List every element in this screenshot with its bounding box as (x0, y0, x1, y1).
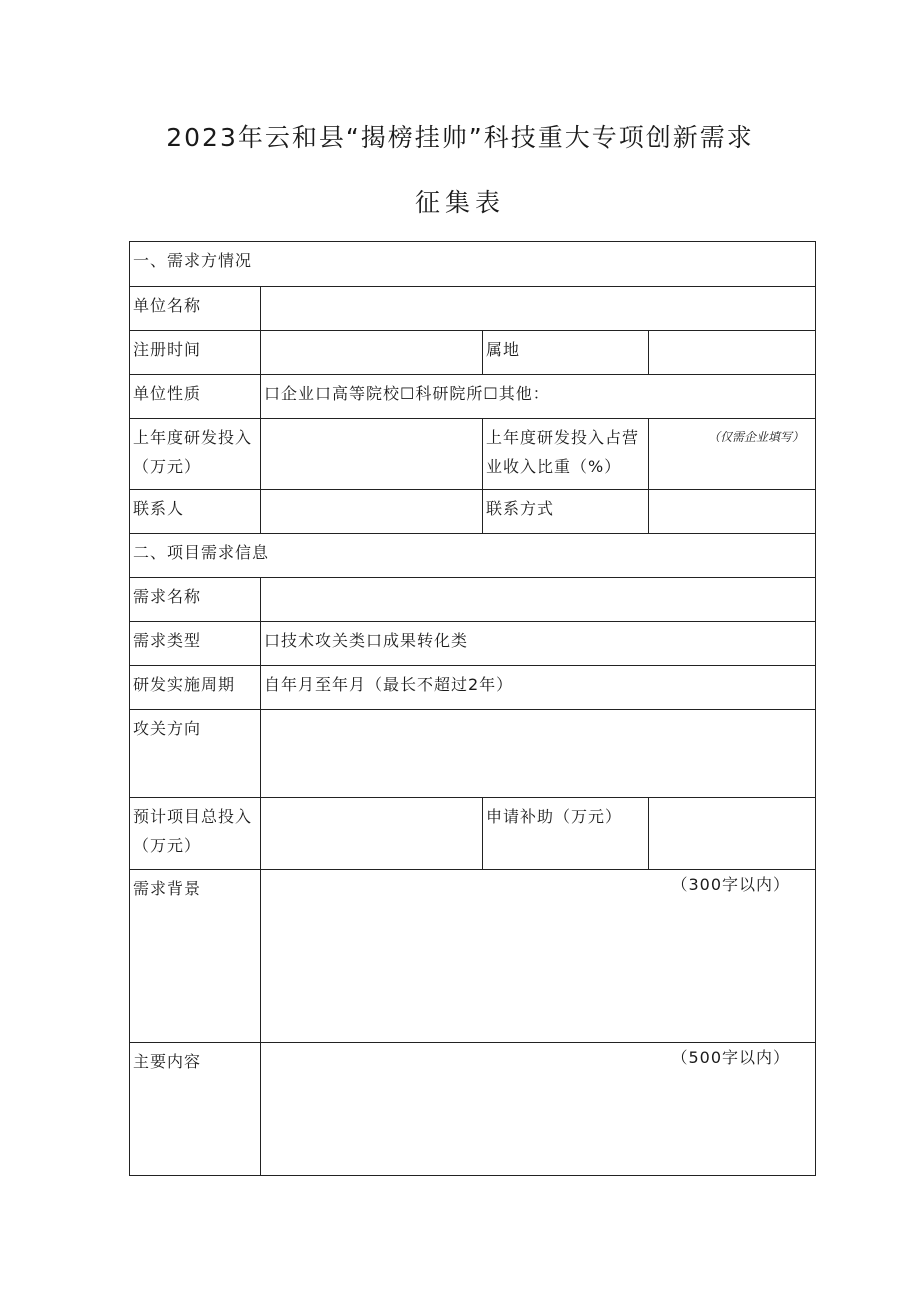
content-word-limit: （500字以内） (671, 1048, 791, 1067)
unit-name-field[interactable] (261, 287, 816, 331)
unit-nature-options[interactable]: 口企业口高等院校☐科研院所☐其他： (261, 375, 816, 419)
unit-nature-label: 单位性质 (130, 375, 261, 419)
contact-method-label: 联系方式 (483, 490, 649, 534)
demand-name-label: 需求名称 (130, 578, 261, 622)
demand-collection-form (129, 241, 816, 1176)
subsidy-label: 申请补助（万元） (483, 798, 649, 870)
demand-type-label: 需求类型 (130, 622, 261, 666)
form-title-line-2: 征集表 (414, 188, 505, 217)
content-label: 主要内容 (130, 1043, 261, 1176)
period-field[interactable]: 自年月至年月（最长不超过2年） (261, 666, 816, 710)
total-invest-field[interactable] (261, 798, 483, 870)
section-2-heading: 二、项目需求信息 (130, 534, 816, 578)
section-1-heading: 一、需求方情况 (130, 242, 816, 287)
subsidy-field[interactable] (649, 798, 816, 870)
rd-ratio-label: 上年度研发投入占营业收入比重（%） (483, 419, 649, 490)
direction-field[interactable] (261, 710, 816, 798)
content-field[interactable] (261, 1043, 816, 1176)
location-field[interactable] (649, 331, 816, 375)
contact-method-field[interactable] (649, 490, 816, 534)
rd-invest-label: 上年度研发投入（万元） (130, 419, 261, 490)
demand-name-field[interactable] (261, 578, 816, 622)
rd-ratio-field[interactable] (649, 419, 816, 490)
rd-invest-field[interactable] (261, 419, 483, 490)
unit-name-label: 单位名称 (130, 287, 261, 331)
background-label: 需求背景 (130, 870, 261, 1043)
demand-type-options[interactable]: 口技术攻关类口成果转化类 (261, 622, 816, 666)
location-label: 属地 (483, 331, 649, 375)
direction-label: 攻关方向 (130, 710, 261, 798)
register-time-field[interactable] (261, 331, 483, 375)
enterprise-only-hint: （仅需企业填写） (708, 430, 805, 444)
total-invest-label: 预计项目总投入（万元） (130, 798, 261, 870)
period-label: 研发实施周期 (130, 666, 261, 710)
contact-person-field[interactable] (261, 490, 483, 534)
form-title-line-1: 2023年云和县“揭榜挂帅”科技重大专项创新需求 (166, 123, 754, 152)
contact-person-label: 联系人 (130, 490, 261, 534)
background-word-limit: （300字以内） (671, 875, 791, 894)
register-time-label: 注册时间 (130, 331, 261, 375)
background-field[interactable] (261, 870, 816, 1043)
